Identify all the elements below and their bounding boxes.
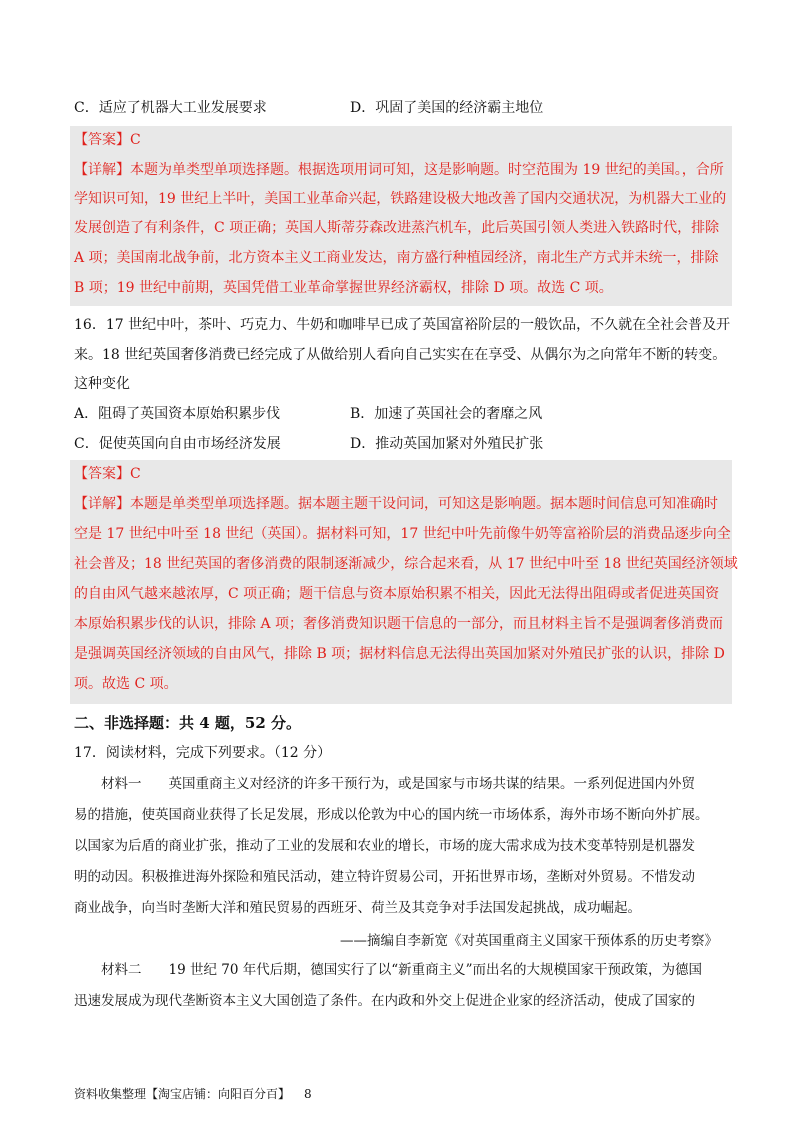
section-2-heading: 二、非选择题：共 4 题，52 分。 [74, 714, 301, 732]
q17-material1-line-3: 以国家为后盾的商业扩张，推动了工业的发展和农业的增长，市场的庞大需求成为技术变革特别是机器发 [74, 838, 695, 854]
q15-option-c: C．适应了机器大工业发展要求 [74, 100, 267, 116]
q16-stem-line-2: 来。18 世纪英国奢侈消费已经完成了从做给别人看向自己实实在在享受、从偶尔为之向常年不断的转变。 [74, 347, 727, 363]
q16-detail-line-1: 【详解】本题是单类型单项选择题。据本题主题干设问词，可知这是影响题。据本题时间信息可知准确时 [74, 496, 718, 512]
q16-detail-line-5: 本原始积累步伐的认识，排除 A 项；奢侈消费知识题干信息的一部分，而且材料主旨不是强调奢侈消费而 [74, 616, 724, 632]
q16-answer: 【答案】C [74, 466, 141, 482]
q16-stem-line-3: 这种变化 [74, 376, 130, 392]
q15-answer: 【答案】C [74, 132, 141, 148]
q15-options-row-cd [74, 98, 734, 118]
q17-material1-line-4: 明的动因。积极推进海外探险和殖民活动，建立特许贸易公司，开拓世界市场，垄断对外贸易。不惜发动 [74, 869, 695, 885]
q16-option-a: A．阻碍了英国资本原始积累步伐 [74, 406, 281, 422]
q15-detail-line-3: 发展创造了有利条件，C 项正确；英国人斯蒂芬森改进蒸汽机车，此后英国引领人类进入铁路时代，排除 [74, 220, 720, 236]
q16-detail-line-2: 空是 17 世纪中叶至 18 世纪（英国）。据材料可知，17 世纪中叶先前像牛奶等富裕阶层的消费品逐步向全 [74, 526, 731, 542]
q16-detail-line-7: 项。故选 C 项。 [74, 676, 178, 692]
q16-options-row-cd [74, 434, 734, 454]
q17-material1-line-2: 易的措施，使英国商业获得了长足发展，形成以伦敦为中心的国内统一市场体系，海外市场不断向外扩展。 [74, 807, 709, 823]
q15-detail-line-5: B 项；19 世纪中前期，英国凭借工业革命掌握世界经济霸权，排除 D 项。故选 C 项。 [74, 280, 613, 296]
q15-detail-line-2: 学知识可知，19 世纪上半叶，美国工业革命兴起，铁路建设极大地改善了国内交通状况，为机器大工业的 [74, 191, 727, 207]
q17-stem: 17．阅读材料，完成下列要求。（12 分） [74, 745, 332, 761]
q15-option-d: D．巩固了美国的经济霸主地位 [350, 100, 544, 116]
q17-material1-source: ——摘编自李新宽《对英国重商主义国家干预体系的历史考察》 [340, 933, 718, 949]
q16-stem-line-1: 16．17 世纪中叶，茶叶、巧克力、牛奶和咖啡早已成了英国富裕阶层的一般饮品，不久就在全社会普及开 [74, 317, 731, 333]
q17-material1-line-1: 材料一 英国重商主义对经济的许多干预行为，或是国家与市场共谋的结果。一系列促进国内外贸 [74, 776, 695, 792]
q16-option-c: C．促使英国向自由市场经济发展 [74, 436, 281, 452]
q16-detail-line-6: 是强调英国经济领域的自由风气，排除 B 项；据材料信息无法得出英国加紧对外殖民扩张的认识，排除 D [74, 646, 725, 662]
q15-detail-line-4: A 项；美国南北战争前，北方资本主义工商业发达，南方盛行种植园经济，南北生产方式并未统一，排除 [74, 250, 719, 266]
q15-detail-line-1: 【详解】本题为单类型单项选择题。根据选项用词可知，这是影响题。时空范围为 19 世纪的美国。，合所 [74, 162, 724, 178]
q16-option-b: B．加速了英国社会的奢靡之风 [350, 406, 543, 422]
q16-answer-box [70, 460, 738, 704]
q17-material1-line-5: 商业战争，向当时垄断大洋和殖民贸易的西班牙、荷兰及其竞争对手法国发起挑战，成功崛起。 [74, 900, 641, 916]
footer-text: 资料收集整理【淘宝店铺：向阳百分百】 [74, 1087, 291, 1101]
q17-material2-line-1: 材料二 19 世纪 70 年代后期，德国实行了以“新重商主义”而出名的大规模国家干预政策，为德国 [74, 962, 703, 978]
q16-detail-line-3: 社会普及；18 世纪英国的奢侈消费的限制逐渐减少，综合起来看，从 17 世纪中叶至 18 世纪英国经济领域 [74, 556, 738, 572]
q16-detail-line-4: 的自由风气越来越浓厚，C 项正确；题干信息与资本原始积累不相关，因此无法得出阻碍或者促进英国资 [74, 586, 720, 602]
q16-options-row-ab [74, 404, 734, 424]
q15-answer-box [70, 126, 732, 306]
q17-material2-line-2: 迅速发展成为现代垄断资本主义大国创造了条件。在内政和外交上促进企业家的经济活动，使成了国家的 [74, 993, 695, 1009]
page-footer [74, 1085, 312, 1102]
q16-option-d: D．推动英国加紧对外殖民扩张 [350, 436, 544, 452]
page-number: 8 [304, 1087, 312, 1101]
